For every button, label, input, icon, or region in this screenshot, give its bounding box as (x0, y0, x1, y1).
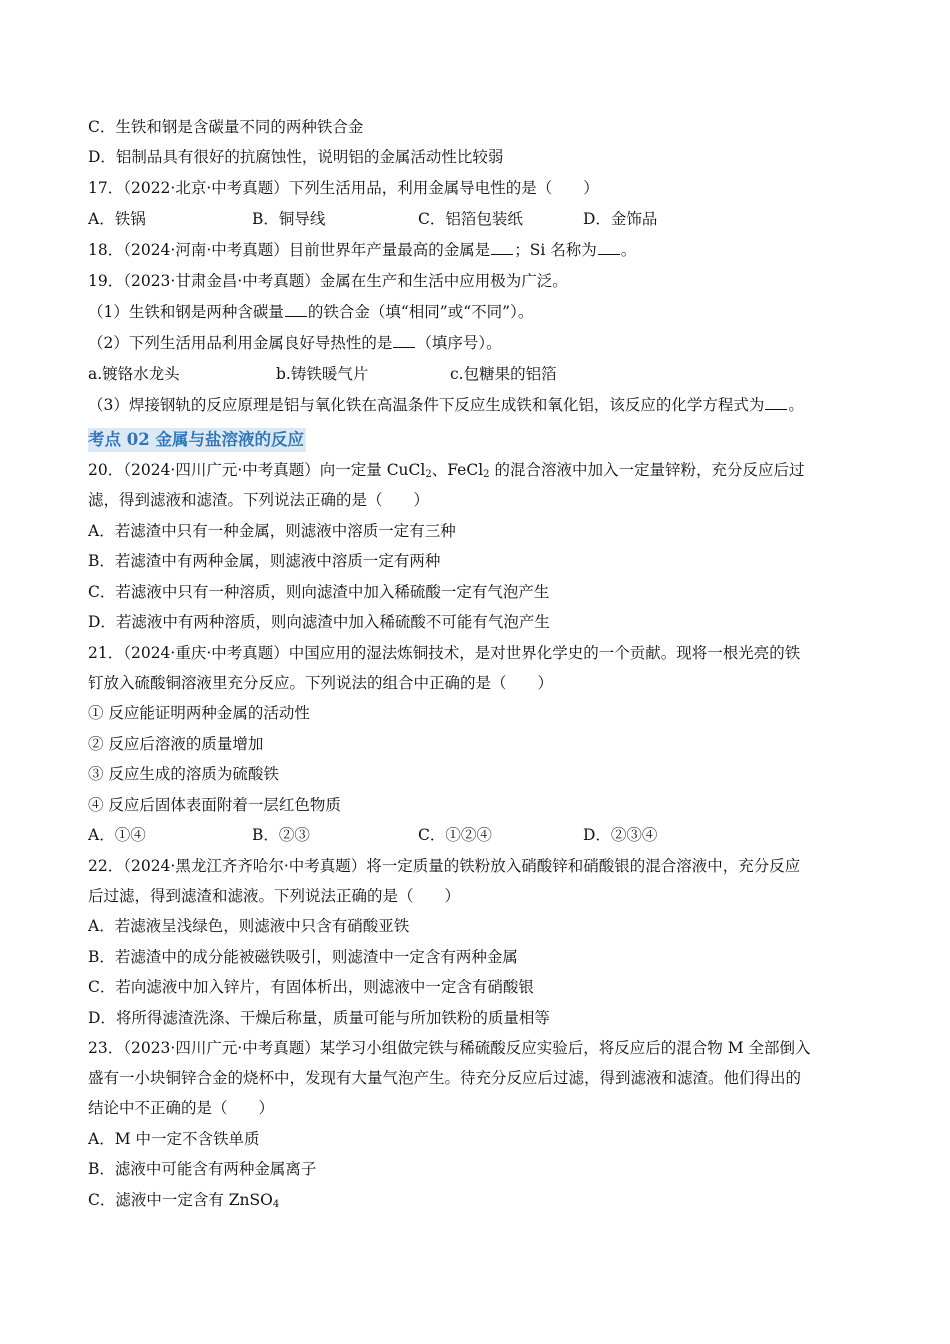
question-21-cont: 钉放入硫酸铜溶液里充分反应。下列说法的组合中正确的是（ ） (88, 674, 554, 692)
q20-option-c: C．若滤液中只有一种溶质，则向滤渣中加入稀硫酸一定有气泡产生 (88, 583, 550, 601)
q17-option-d: D．金饰品 (583, 210, 658, 228)
q21-option-d: D．②③④ (583, 826, 658, 844)
q22-option-a: A．若滤液呈浅绿色，则滤液中只含有硝酸亚铁 (88, 917, 410, 935)
q17-option-b: B．铜导线 (252, 210, 326, 228)
q21-statement-1: ① 反应能证明两种金属的活动性 (88, 704, 310, 722)
option-d-q16: D．铝制品具有很好的抗腐蚀性，说明铝的金属活动性比较弱 (88, 148, 504, 166)
answer-blank[interactable] (765, 395, 787, 410)
q21-statement-4: ④ 反应后固体表面附着一层红色物质 (88, 796, 341, 814)
question-23-cont: 盛有一小块铜锌合金的烧杯中，发现有大量气泡产生。待充分反应后过滤，得到滤液和滤渣。他们得出的 (88, 1069, 802, 1087)
q20-option-d: D．若滤液中有两种溶质，则向滤渣中加入稀硫酸不可能有气泡产生 (88, 613, 550, 631)
question-20: 20．（2024·四川广元·中考真题）向一定量 CuCl$_2$、FeCl$_2$ 的混合溶液中加入一定量锌粉，充分反应后过 (88, 461, 805, 480)
section-heading: 考点 02 金属与盐溶液的反应 (88, 428, 306, 452)
q19-option-b: b.铸铁暖气片 (276, 365, 369, 383)
question-23: 23．（2023·四川广元·中考真题）某学习小组做完铁与稀硫酸反应实验后，将反应后的混合物 M 全部倒入 (88, 1039, 811, 1057)
q21-option-a: A．①④ (88, 826, 146, 844)
q21-option-b: B．②③ (252, 826, 310, 844)
q22-option-c: C．若向滤液中加入锌片，有固体析出，则滤液中一定含有硝酸银 (88, 978, 534, 996)
question-17: 17．（2022·北京·中考真题）下列生活用品，利用金属导电性的是（ ） (88, 179, 599, 197)
q19-part-1: （1）生铁和钢是两种含碳量 的铁合金（填“相同”或“不同”）。 (88, 303, 534, 321)
answer-blank[interactable] (393, 333, 415, 348)
q23-option-c: C．滤液中一定含有 ZnSO$_4$ (88, 1191, 280, 1210)
q22-option-b: B．若滤渣中的成分能被磁铁吸引，则滤渣中一定含有两种金属 (88, 948, 518, 966)
q20-option-b: B．若滤渣中有两种金属，则滤液中溶质一定有两种 (88, 552, 441, 570)
q22-option-d: D．将所得滤渣洗涤、干燥后称量，质量可能与所加铁粉的质量相等 (88, 1009, 550, 1027)
answer-blank[interactable] (598, 240, 620, 255)
q17-option-a: A．铁锅 (88, 210, 146, 228)
answer-blank[interactable] (491, 240, 513, 255)
q19-option-c: c.包糖果的铝箔 (450, 365, 557, 383)
q20-option-a: A．若滤渣中只有一种金属，则滤液中溶质一定有三种 (88, 522, 456, 540)
q17-option-c: C．铝箔包装纸 (418, 210, 523, 228)
q19-part-3: （3）焊接钢轨的反应原理是铝与氧化铁在高温条件下反应生成铁和氧化铝，该反应的化学方程式为 。 (88, 396, 804, 414)
answer-blank[interactable] (285, 302, 307, 317)
q21-option-c: C．①②④ (418, 826, 492, 844)
q23-option-a: A．M 中一定不含铁单质 (88, 1130, 260, 1148)
q19-option-a: a.镀铬水龙头 (88, 365, 180, 383)
q23-option-b: B．滤液中可能含有两种金属离子 (88, 1160, 317, 1178)
question-22: 22．（2024·黑龙江齐齐哈尔·中考真题）将一定质量的铁粉放入硝酸锌和硝酸银的混合溶液中，充分反应 (88, 857, 801, 875)
question-20-cont: 滤，得到滤液和滤渣。下列说法正确的是（ ） (88, 491, 430, 509)
question-18: 18．（2024·河南·中考真题）目前世界年产量最高的金属是 ；Si 名称为 。 (88, 241, 637, 259)
question-21: 21．（2024·重庆·中考真题）中国应用的湿法炼铜技术，是对世界化学史的一个贡献。现将一根光亮的铁 (88, 644, 801, 662)
question-22-cont: 后过滤，得到滤渣和滤液。下列说法正确的是（ ） (88, 887, 461, 905)
q21-statement-3: ③ 反应生成的溶质为硫酸铁 (88, 765, 279, 783)
q21-statement-2: ② 反应后溶液的质量增加 (88, 735, 264, 753)
question-19: 19．（2023·甘肃金昌·中考真题）金属在生产和生活中应用极为广泛。 (88, 272, 568, 290)
question-23-cont-2: 结论中不正确的是（ ） (88, 1099, 275, 1117)
option-c-q16: C．生铁和钢是含碳量不同的两种铁合金 (88, 118, 364, 136)
q19-part-2: （2）下列生活用品利用金属良好导热性的是 （填序号）。 (88, 334, 502, 352)
